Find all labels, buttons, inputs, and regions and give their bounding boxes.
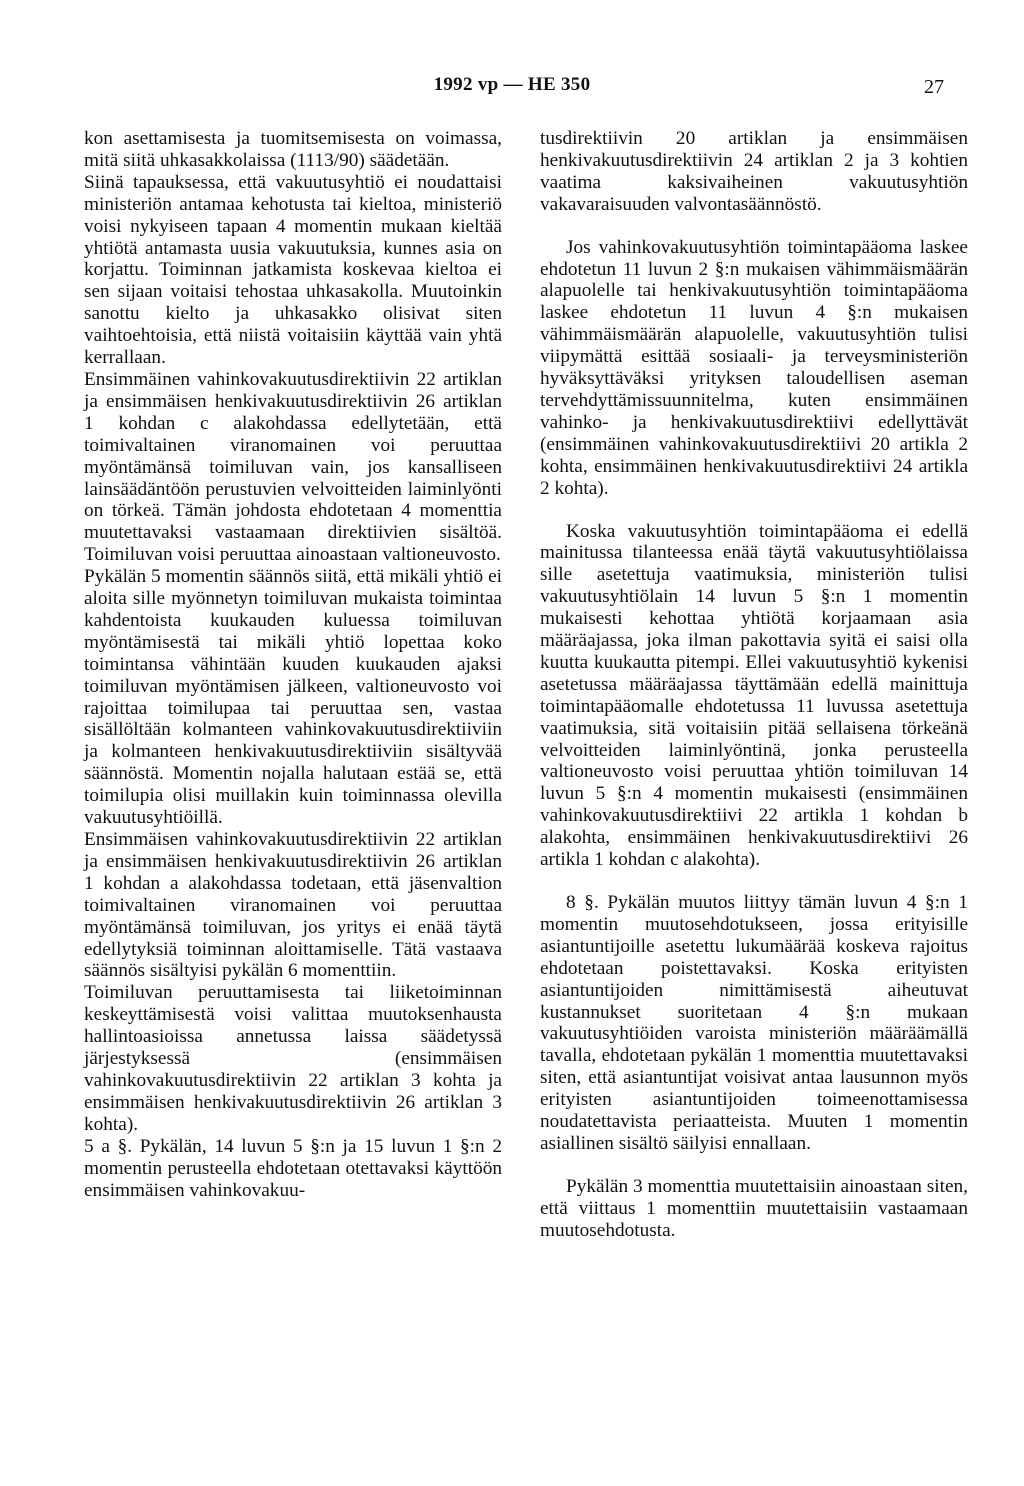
paragraph: 5 a §. Pykälän, 14 luvun 5 §:n ja 15 luvun 1 §:n 2 momentin perusteella ehdotetaan otettavaksi käyttöön ensimmäisen vahinkovakuu- <box>84 1135 502 1201</box>
paragraph: Koska vakuutusyhtiön toimintapääoma ei edellä mainitussa tilanteessa enää täytä vakuutusyhtiölaissa sille asetettuja vaatimuksia, ministeriön tulisi vakuutusyhtiölain 14 luvun 5 §:n 1 momentin mukaisesti kehottaa yhtiötä korjaamaan asia määräajassa, joka ilman pakottavia syitä ei saisi olla kuutta kuukautta pitempi. Ellei vakuutusyhtiö kykenisi asetetussa määräajassa täyttämään edellä mainittuja toimintapääomalle ehdotetussa 11 luvussa asetettuja vaatimuksia, sitä voitaisiin pitää sellaisena törkeänä velvoitteiden laiminlyöntinä, jonka perusteella valtioneuvosto voisi peruuttaa yhtiön toimiluvan 14 luvun 5 §:n 4 momentin mukaisesti (ensimmäinen vahinkovakuutusdirektiivi 22 artikla 1 kohdan b alakohta, ensimmäinen henkivakuutusdirektiivi 26 artikla 1 kohdan c alakohta). <box>540 520 968 871</box>
running-title: 1992 vp — HE 350 <box>433 74 591 95</box>
paragraph: Toimiluvan peruuttamisesta tai liiketoiminnan keskeyttämisestä voisi valittaa muutoksenhausta hallintoasioissa annetussa laissa säädetyssä järjestyksessä (ensimmäisen vahinkovakuutusdirektiivin 22 artiklan 3 kohta ja ensimmäisen henkivakuutusdirektiivin 26 artiklan 3 kohta). <box>84 982 502 1135</box>
paragraph: Pykälän 3 momenttia muutettaisiin ainoastaan siten, että viittaus 1 momenttiin muutettaisiin vastaamaan muutosehdotusta. <box>540 1175 968 1241</box>
paragraph: Ensimmäisen vahinkovakuutusdirektiivin 22 artiklan ja ensimmäisen henkivakuutusdirektiivin 26 artiklan 1 kohdan a alakohdassa todetaan, että jäsenvaltion toimivaltainen viranomainen voi peruuttaa myöntämänsä toimiluvan, jos yritys ei enää täytä edellytyksiä toiminnan aloittamiselle. Tätä vastaava säännös sisältyisi pykälän 6 momenttiin. <box>84 829 502 982</box>
paragraph: tusdirektiivin 20 artiklan ja ensimmäisen henkivakuutusdirektiivin 24 artiklan 2 ja 3 kohtien vaatima kaksivaiheinen vakuutusyhtiön vakavaraisuuden valvontasäännöstö. <box>540 128 968 215</box>
page-header <box>0 74 1024 104</box>
left-column <box>84 128 502 1201</box>
right-column <box>540 128 968 1263</box>
page-number: 27 <box>924 76 944 98</box>
paragraph: Jos vahinkovakuutusyhtiön toimintapääoma laskee ehdotetun 11 luvun 2 §:n mukaisen vähimmäismäärän alapuolelle tai henkivakuutusyhtiön toimintapääoma laskee ehdotetun 11 luvun 4 §:n mukaisen vähimmäismäärän alapuolelle, vakuutusyhtiön tulisi viipymättä esittää sosiaali- ja terveysministeriön hyväksyttäväksi yrityksen taloudellisen aseman tervehdyttämissuunnitelma, kuten ensimmäinen vahinko- ja henkivakuutusdirektiivi edellyttävät (ensimmäinen vahinkovakuutusdirektiivi 20 artikla 2 kohta, ensimmäinen henkivakuutusdirektiivi 24 artikla 2 kohta). <box>540 236 968 499</box>
paragraph: kon asettamisesta ja tuomitsemisesta on voimassa, mitä siitä uhkasakkolaissa (1113/90) säädetään. <box>84 128 502 171</box>
paragraph: Pykälän 5 momentin säännös siitä, että mikäli yhtiö ei aloita sille myönnetyn toimiluvan mukaista toimintaa kahdentoista kuukauden kuluessa toimiluvan myöntämisestä tai mikäli yhtiö lopettaa koko toimintansa vähintään kuuden kuukauden ajaksi toimiluvan myöntämisen jälkeen, valtioneuvosto voi rajoittaa toimilupaa tai peruuttaa sen, vastaa sisällöltään kolmanteen vahinkovakuutusdirektiiviin ja kolmanteen henkivakuutusdirektiiviin sisältyvää säännöstä. Momentin nojalla halutaan estää se, että toimilupia olisi muillakin kuin toiminnassa olevilla vakuutusyhtiöillä. <box>84 566 502 829</box>
paragraph: Ensimmäinen vahinkovakuutusdirektiivin 22 artiklan ja ensimmäisen henkivakuutusdirektiivin 26 artiklan 1 kohdan c alakohdassa edellytetään, että toimivaltainen viranomainen voi peruuttaa myöntämänsä toimiluvan vain, jos kansalliseen lainsäädäntöön perustuvien velvoitteiden laiminlyönti on törkeä. Tämän johdosta ehdotetaan 4 momenttia muutettavaksi vastaamaan direktiivien sisältöä. Toimiluvan voisi peruuttaa ainoastaan valtioneuvosto. <box>84 368 502 566</box>
paragraph: Siinä tapauksessa, että vakuutusyhtiö ei noudattaisi ministeriön antamaa kehotusta tai kieltoa, ministeriö voisi nykyiseen tapaan 4 momentin mukaan kieltää yhtiötä antamasta uusia vakuutuksia, kunnes asia on korjattu. Toiminnan jatkamista koskevaa kieltoa ei sen sijaan voitaisi tehostaa uhkasakolla. Muutoinkin sanottu kielto ja uhkasakko olisivat siten vaihtoehtoisia, että niistä voitaisiin käyttää vain yhtä kerrallaan. <box>84 171 502 369</box>
paragraph: 8 §. Pykälän muutos liittyy tämän luvun 4 §:n 1 momentin muutosehdotukseen, jossa erityisille asiantuntijoille asetettu lukumäärää koskeva rajoitus ehdotetaan poistettavaksi. Koska erityisten asiantuntijoiden nimittämisestä aiheutuvat kustannukset suoritetaan 4 §:n mukaan vakuutusyhtiöiden varoista ministeriön määräämällä tavalla, ehdotetaan pykälän 1 momenttia muutettavaksi siten, että asiantuntijat voisivat antaa lausunnon myös erityisten asiantuntijoiden toimeenottamisessa noudatettavista periaatteista. Muuten 1 momentin asiallinen sisältö säilyisi ennallaan. <box>540 892 968 1154</box>
